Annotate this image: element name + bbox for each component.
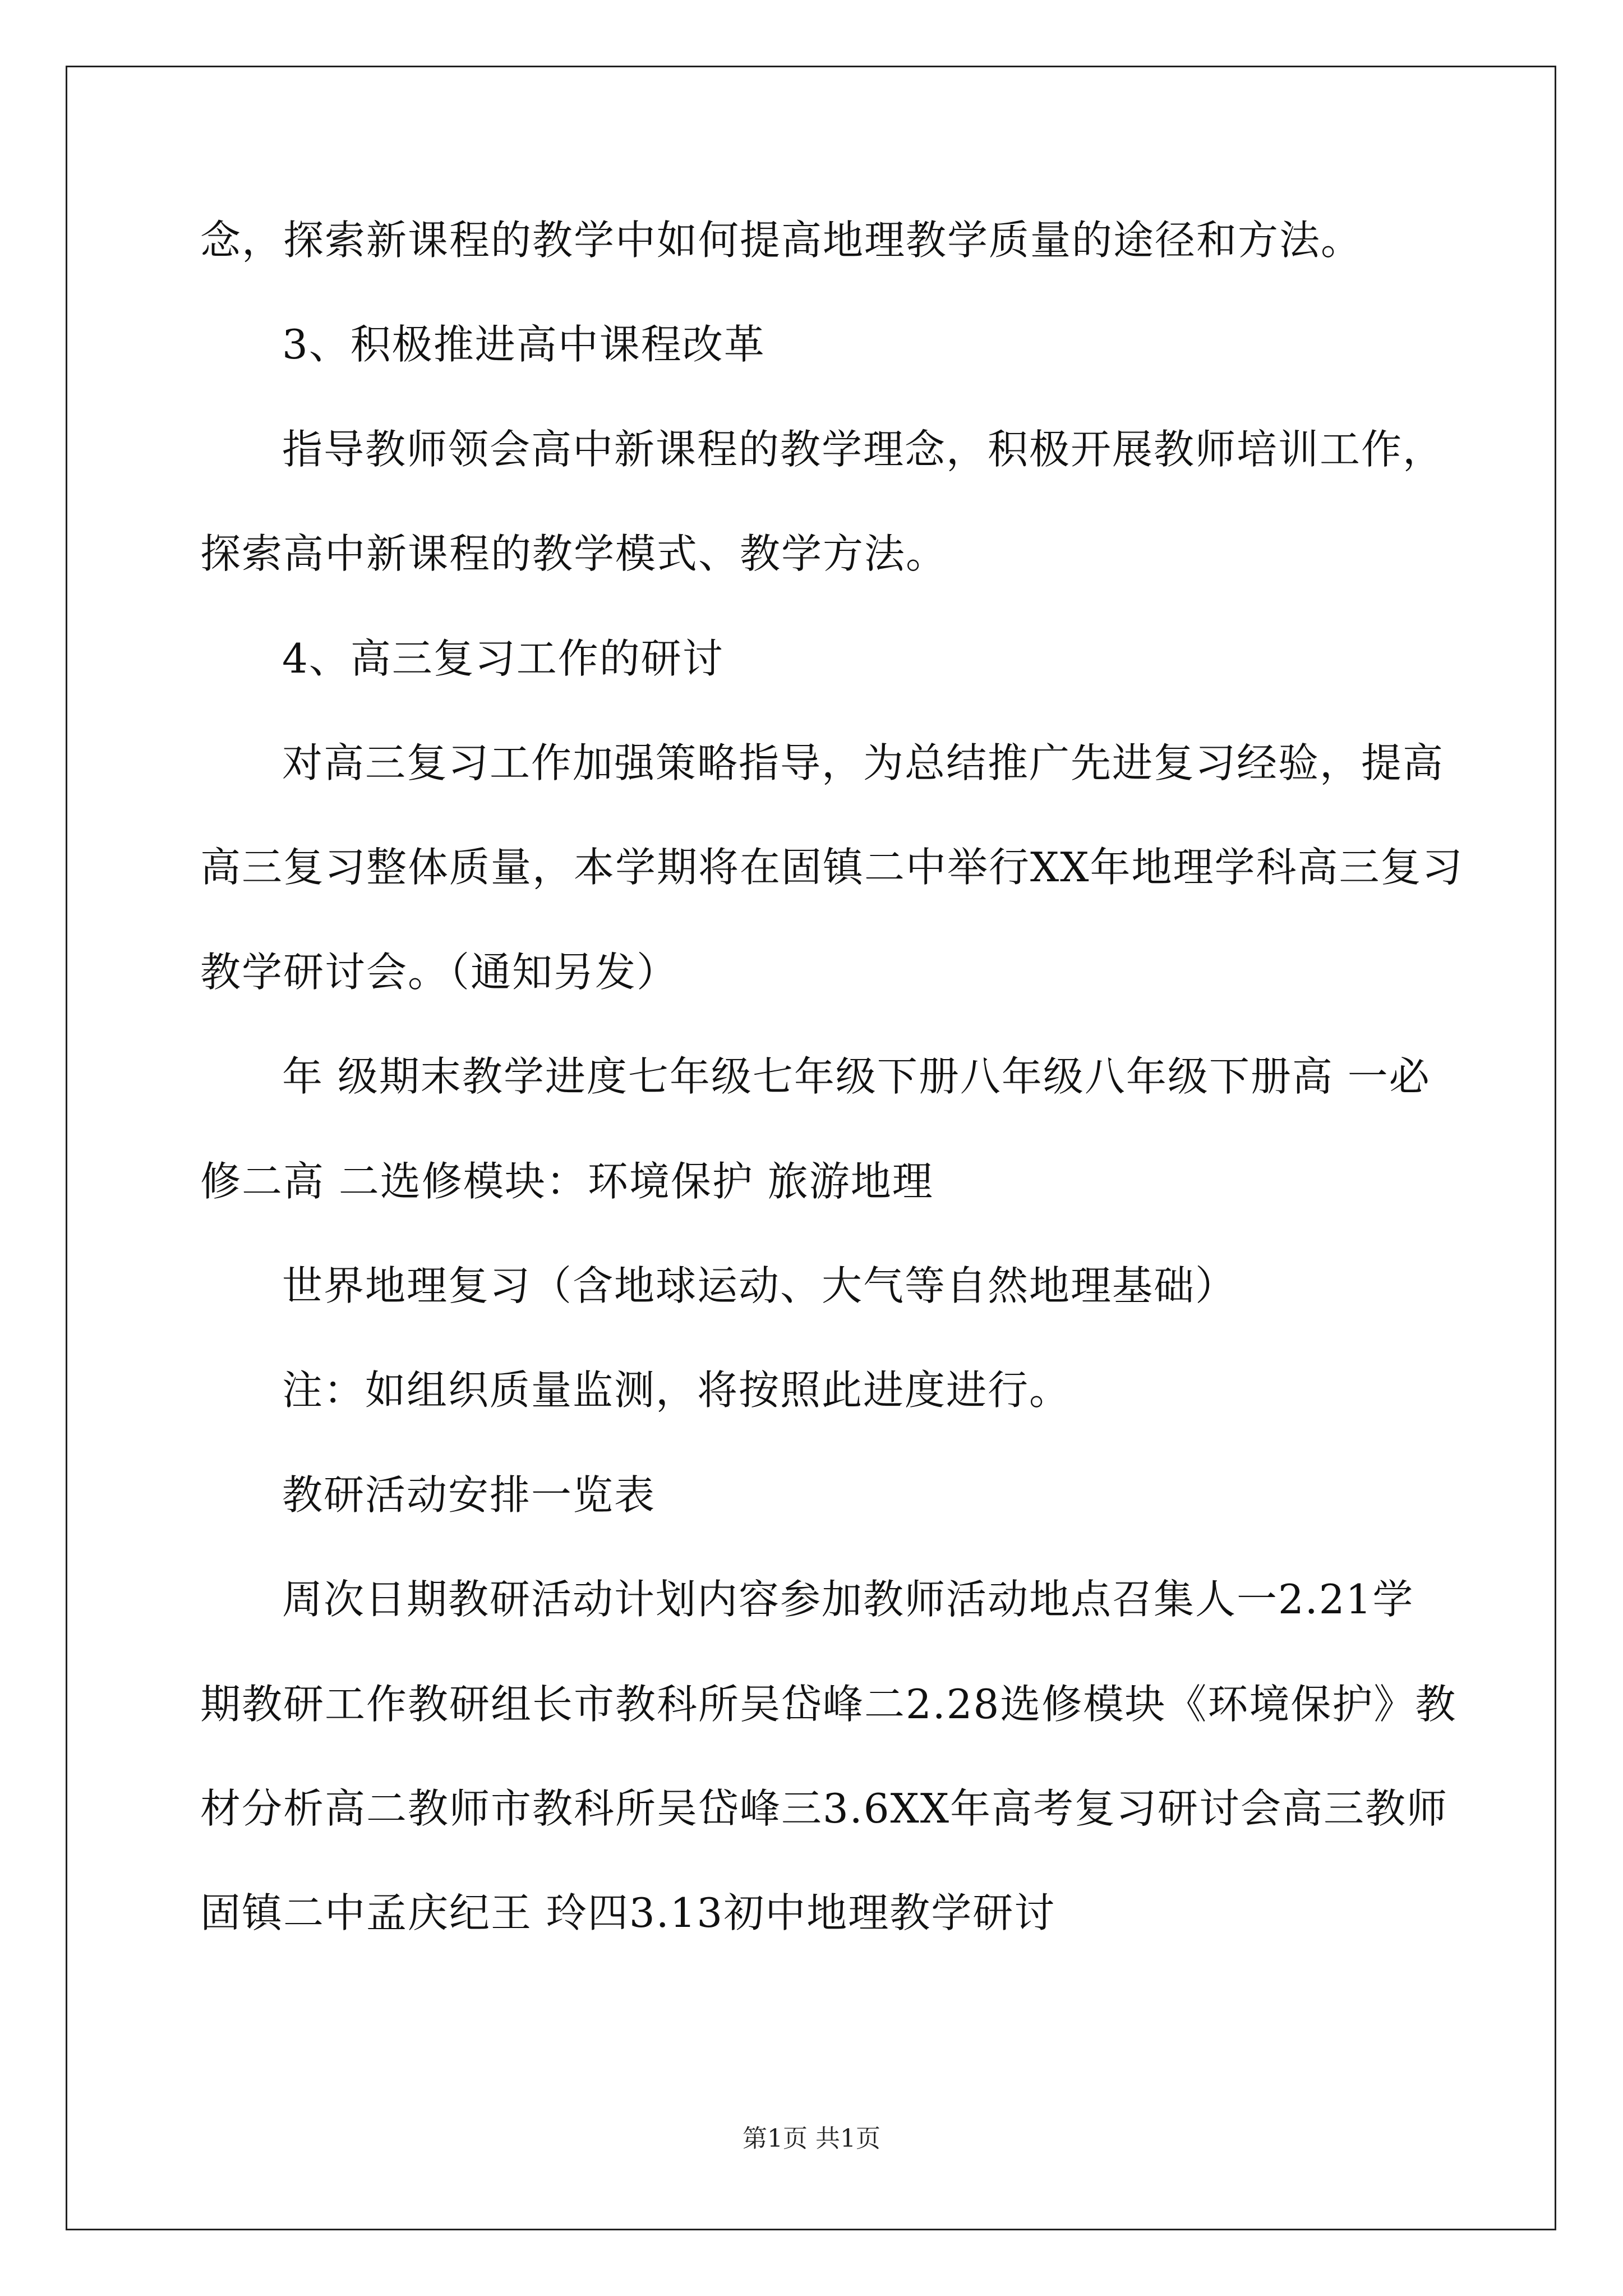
section-heading: 4、高三复习工作的研讨 xyxy=(282,635,724,682)
text-line: 年 级期末教学进度七年级七年级下册八年级八年级下册高 一必 xyxy=(282,1053,1431,1100)
page-number-footer: 第1页 共1页 xyxy=(743,2124,880,2153)
text-line: 固镇二中孟庆纪王 玲四3.13初中地理教学研讨 xyxy=(200,1889,1056,1936)
text-line: 念，探索新课程的教学中如何提高地理教学质量的途径和方法。 xyxy=(200,217,1363,264)
table-title: 教研活动安排一览表 xyxy=(282,1471,656,1519)
text-line: 指导教师领会高中新课程的教学理念，积极开展教师培训工作， xyxy=(282,426,1445,473)
text-line: 注：如组织质量监测，将按照此进度进行。 xyxy=(282,1366,1071,1414)
text-line: 周次日期教研活动计划内容参加教师活动地点召集人一2.21学 xyxy=(282,1576,1414,1623)
text-line: 探索高中新课程的教学模式、教学方法。 xyxy=(200,530,948,577)
text-line: 教学研讨会。（通知另发） xyxy=(200,949,679,996)
section-heading: 3、积极推进高中课程改革 xyxy=(282,321,766,368)
text-line: 修二高 二选修模块：环境保护 旅游地理 xyxy=(200,1158,934,1205)
text-line: 期教研工作教研组长市教科所吴岱峰二2.28选修模块《环境保护》教 xyxy=(200,1681,1457,1728)
text-line: 材分析高二教师市教科所吴岱峰三3.6XX年高考复习研讨会高三教师 xyxy=(200,1785,1449,1832)
text-line: 对高三复习工作加强策略指导，为总结推广先进复习经验，提高 xyxy=(282,739,1445,786)
text-line: 高三复习整体质量，本学期将在固镇二中举行XX年地理学科高三复习 xyxy=(200,844,1464,891)
text-line: 世界地理复习（含地球运动、大气等自然地理基础） xyxy=(282,1262,1237,1309)
